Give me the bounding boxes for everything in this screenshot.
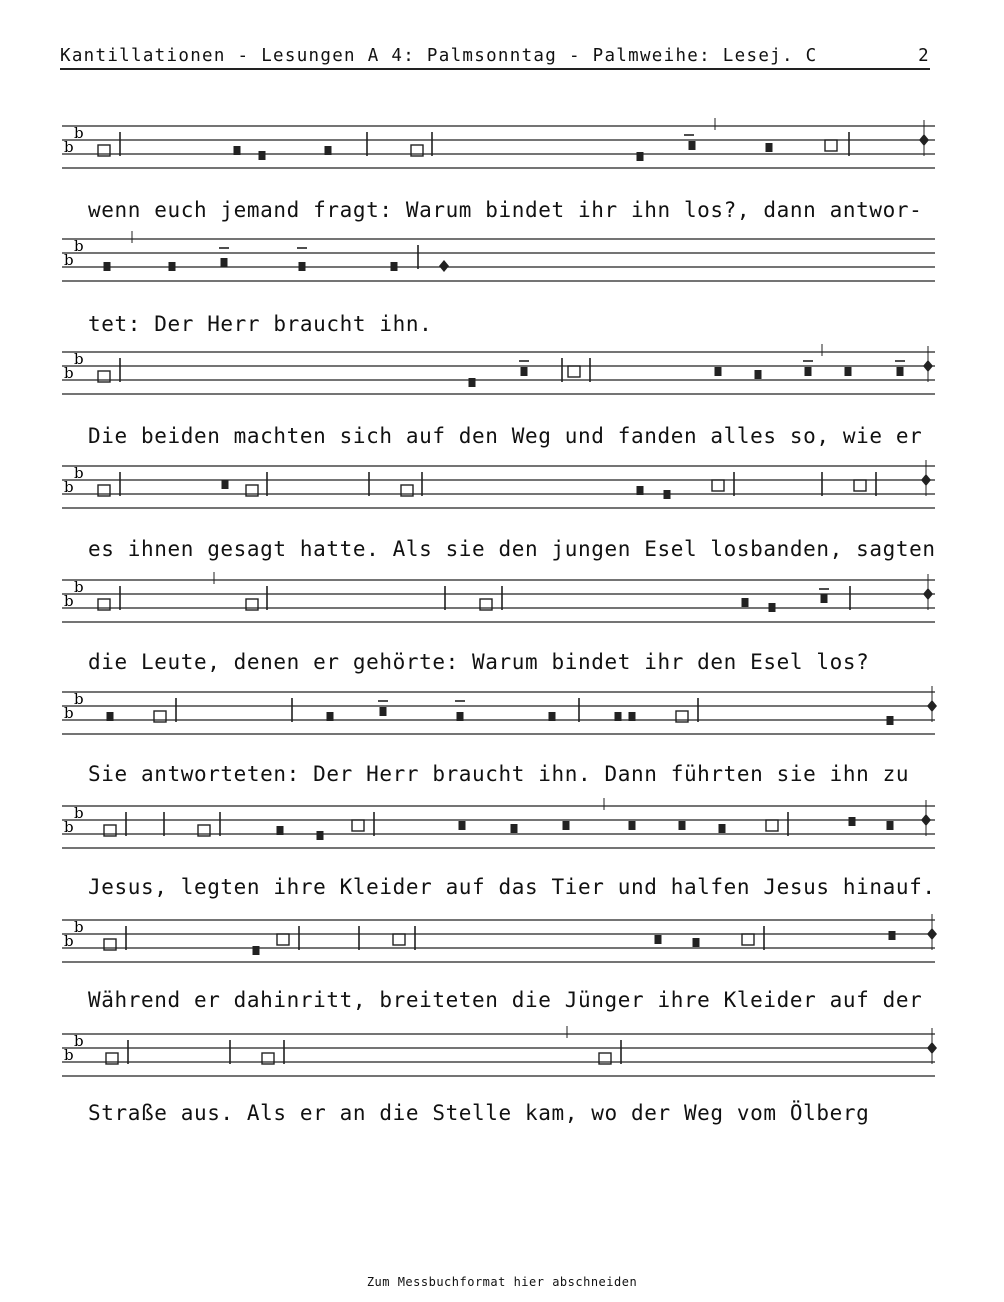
lyric-line-3: Die beiden machten sich auf den Weg und fanden alles so, wie er	[88, 424, 923, 448]
chant-note	[259, 151, 266, 160]
flat-glyph: b	[64, 818, 74, 836]
lyric-line-2: tet: Der Herr braucht ihn.	[88, 312, 433, 336]
chant-note-open	[742, 934, 754, 945]
clef-glyph: b	[74, 690, 84, 708]
clef-glyph: b	[74, 804, 84, 822]
chant-note	[317, 831, 324, 840]
chant-note	[549, 712, 556, 721]
chant-note	[805, 367, 812, 376]
staff-7	[62, 804, 935, 850]
flat-glyph: b	[64, 364, 74, 382]
chant-note	[327, 712, 334, 721]
chant-note	[457, 712, 464, 721]
chant-note	[897, 367, 904, 376]
chant-note	[821, 594, 828, 603]
chant-note-open	[766, 820, 778, 831]
lyric-line-9: Straße aus. Als er an die Stelle kam, wo der Weg vom Ölberg	[88, 1101, 870, 1125]
chant-note	[325, 146, 332, 155]
clef-glyph: b	[74, 124, 84, 142]
staff-notation	[62, 126, 935, 186]
flat-glyph: b	[64, 932, 74, 950]
staff-6	[62, 690, 935, 736]
staff-8	[62, 918, 935, 964]
chant-note-open	[352, 820, 364, 831]
clef-glyph: b	[74, 350, 84, 368]
lyric-line-7: Jesus, legten ihre Kleider auf das Tier und halfen Jesus hinauf.	[88, 875, 936, 899]
chant-note	[629, 712, 636, 721]
staff-4	[62, 464, 935, 510]
cut-line-note: Zum Messbuchformat hier abschneiden	[366, 1275, 638, 1289]
chant-note	[169, 262, 176, 271]
chant-note	[107, 712, 114, 721]
chant-note	[719, 824, 726, 833]
chant-note	[679, 821, 686, 830]
staff-2	[62, 237, 935, 283]
chant-note	[742, 598, 749, 607]
chant-note	[655, 935, 662, 944]
chant-note	[563, 821, 570, 830]
chant-note	[391, 262, 398, 271]
chant-note	[104, 262, 111, 271]
chant-note	[637, 152, 644, 161]
clef-glyph: b	[74, 918, 84, 936]
lyric-line-8: Während er dahinritt, breiteten die Jünger ihre Kleider auf der	[88, 988, 923, 1012]
chant-note	[769, 603, 776, 612]
flat-glyph: b	[64, 251, 74, 269]
staff-notation	[62, 806, 935, 866]
chant-note	[469, 378, 476, 387]
flat-glyph: b	[64, 704, 74, 722]
staff-notation	[62, 1034, 935, 1094]
chant-note	[889, 931, 896, 940]
chant-note-open	[825, 140, 837, 151]
staff-notation	[62, 692, 935, 752]
staff-notation	[62, 239, 935, 299]
chant-note	[299, 262, 306, 271]
chant-note	[689, 141, 696, 150]
page-number: 2	[918, 46, 930, 66]
chant-note	[380, 707, 387, 716]
chant-note	[521, 367, 528, 376]
staff-notation	[62, 920, 935, 980]
flat-glyph: b	[64, 138, 74, 156]
staff-1	[62, 124, 935, 170]
chant-note	[277, 826, 284, 835]
chant-note-open	[277, 934, 289, 945]
staff-notation	[62, 580, 935, 640]
flat-glyph: b	[64, 478, 74, 496]
chant-note	[845, 367, 852, 376]
chant-note	[693, 938, 700, 947]
final-note	[439, 260, 449, 272]
chant-note	[222, 480, 229, 489]
flat-glyph: b	[64, 1046, 74, 1064]
chant-note	[755, 370, 762, 379]
chant-note	[887, 821, 894, 830]
chant-note	[715, 367, 722, 376]
chant-note	[849, 817, 856, 826]
lyric-line-6: Sie antworteten: Der Herr braucht ihn. Dann führten sie ihn zu	[88, 762, 910, 786]
lyric-line-1: wenn euch jemand fragt: Warum bindet ihr ihn los?, dann antwor-	[88, 198, 923, 222]
chant-note	[615, 712, 622, 721]
page-header	[60, 46, 930, 70]
chant-note	[459, 821, 466, 830]
chant-note-open	[854, 480, 866, 491]
chant-note	[637, 486, 644, 495]
chant-note	[766, 143, 773, 152]
lyric-line-5: die Leute, denen er gehörte: Warum bindet ihr den Esel los?	[88, 650, 870, 674]
chant-note-open	[568, 366, 580, 377]
staff-notation	[62, 466, 935, 526]
staff-9	[62, 1032, 935, 1078]
chant-note	[221, 258, 228, 267]
chant-note	[664, 490, 671, 499]
flat-glyph: b	[64, 592, 74, 610]
chant-note	[511, 824, 518, 833]
chant-note	[629, 821, 636, 830]
clef-glyph: b	[74, 578, 84, 596]
chant-note	[887, 716, 894, 725]
chant-note	[234, 146, 241, 155]
chant-note-open	[393, 934, 405, 945]
clef-glyph: b	[74, 237, 84, 255]
lyric-line-4: es ihnen gesagt hatte. Als sie den jungen Esel losbanden, sagten	[88, 537, 936, 561]
clef-glyph: b	[74, 464, 84, 482]
chant-note-open	[712, 480, 724, 491]
staff-notation	[62, 352, 935, 412]
chant-note	[253, 946, 260, 955]
header-title: Kantillationen - Lesungen A 4: Palmsonntag - Palmweihe: Lesej. C	[60, 46, 818, 66]
staff-3	[62, 350, 935, 396]
clef-glyph: b	[74, 1032, 84, 1050]
staff-5	[62, 578, 935, 624]
